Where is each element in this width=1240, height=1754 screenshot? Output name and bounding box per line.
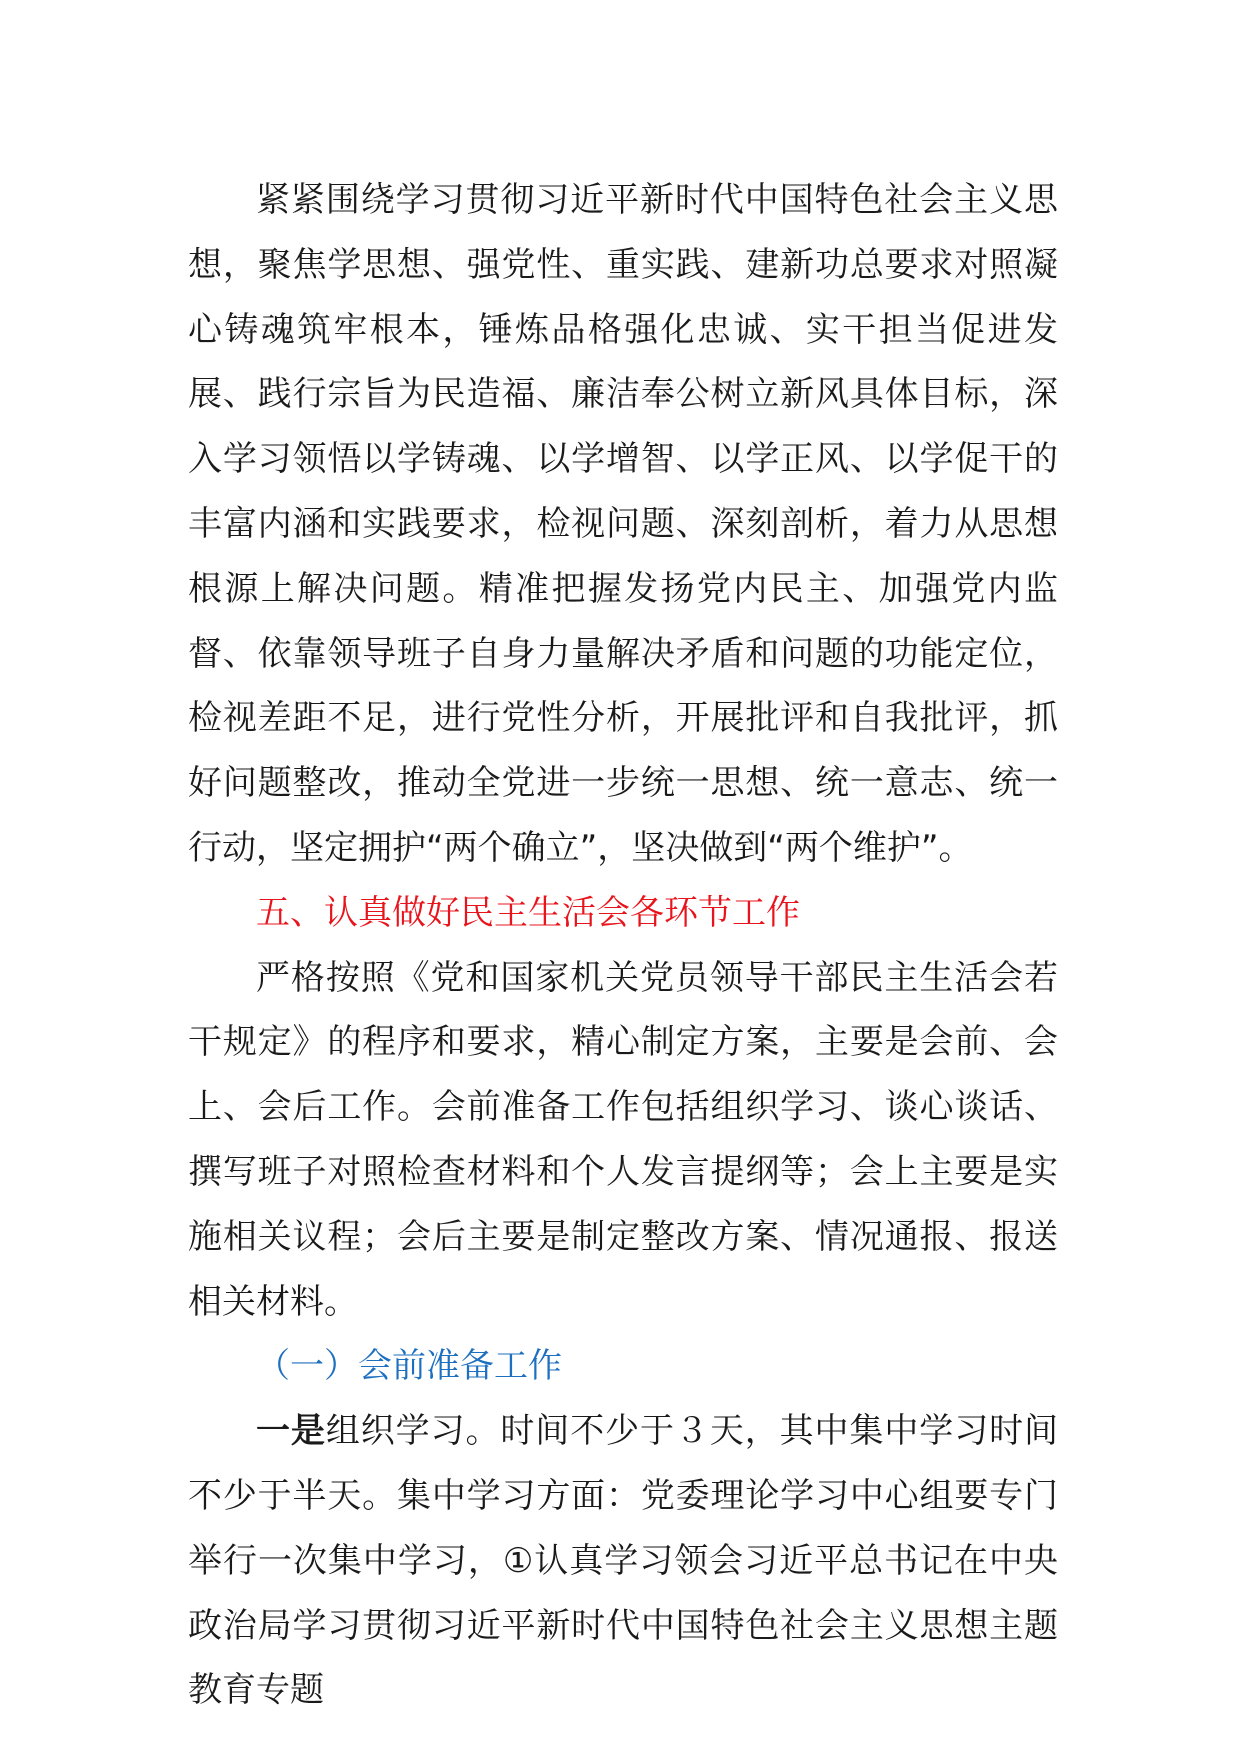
paragraph-procedures: 严格按照《党和国家机关党员领导干部民主生活会若干规定》的程序和要求，精心制定方案，主要是会前、会上、会后工作。会前准备工作包括组织学习、谈心谈话、撰写班子对照检查材料和个人发言提纲等；会上主要是实施相关议程；会后主要是制定整改方案、情况通报、报送相关材料。 <box>188 957 1058 1322</box>
subsection-heading-1: （一）会前准备工作 <box>256 1346 562 1387</box>
section-heading-5: 五、认真做好民主生活会各环节工作 <box>256 892 800 933</box>
paragraph-study <box>188 1399 1058 1723</box>
document-body <box>188 168 1058 1723</box>
paragraph-lead-label: 一是 <box>256 1411 326 1452</box>
paragraph-study-text: 组织学习。时间不少于３天，其中集中学习时间不少于半天。集中学习方面：党委理论学习中心组要专门举行一次集中学习，①认真学习领会习近平总书记在中央政治局学习贯彻习近平新时代中国特色社会主义思想主题教育专题 <box>188 1411 1059 1711</box>
paragraph-goals: 紧紧围绕学习贯彻习近平新时代中国特色社会主义思想，聚焦学思想、强党性、重实践、建新功总要求对照凝心铸魂筑牢根本，锤炼品格强化忠诚、实干担当促进发展、践行宗旨为民造福、廉洁奉公树立新风具体目标，深入学习领悟以学铸魂、以学增智、以学正风、以学促干的丰富内涵和实践要求，检视问题、深刻剖析，着力从思想根源上解决问题。精准把握发扬党内民主、加强党内监督、依靠领导班子自身力量解决矛盾和问题的功能定位，检视差距不足，进行党性分析，开展批评和自我批评，抓好问题整改，推动全党进一步统一思想、统一意志、统一行动，坚定拥护“两个确立”，坚决做到“两个维护”。 <box>188 180 1058 868</box>
